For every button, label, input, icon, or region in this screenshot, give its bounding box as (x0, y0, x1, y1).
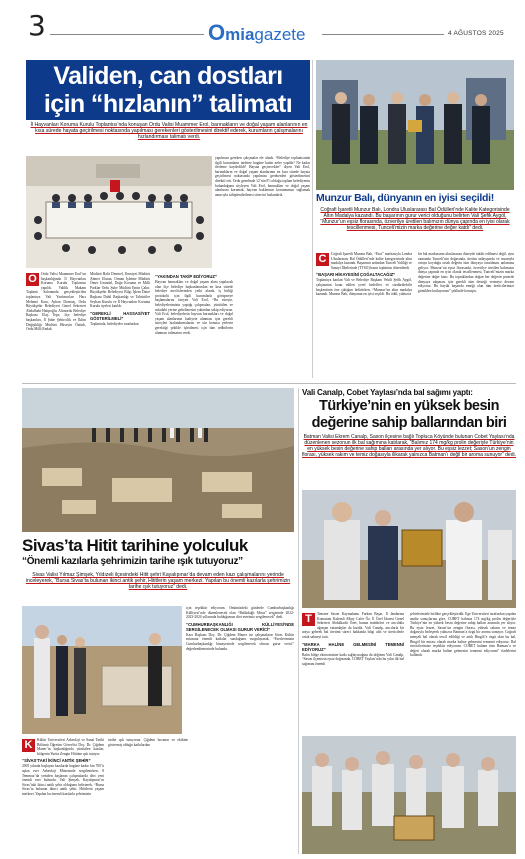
story2-col1: C Coğrafi İşaretli Munzur Balı, “Esor” markasıyla Londra Uluslararası Bal Ödülleri’nde kalite kategorisinde altın madalya kazandı. Başarının ardından Tunceli Valiliği ve Sanayi İlkelerinde (TTSO) basın toplantısı düzenlendi. “BAŞARI HİKAYESİNİ ÇOĞALTACAĞIZ” Toplantıya katılan Vali ve Belediye Başkanı Vekili Şefik Aygöl, çalışmanın konu edilen yerel hedefleri ve sürdürülebilir başkentinin öne çıktığını belirtirken, “Munzur’un altın madalya kazandı. Munzur Balı, dünyanın en iyisi seçildi. Bu ödül, yalnızca (316, 252, 412, 297)
story1-subhead2: “YAKINDAN TAKİP EDİYORUZ” (155, 274, 218, 279)
story2-col2: bir bal markasının uluslararası düzeyde takdir edilmesi değil, aynı zamanda Tunceli’nin doğasında, üretim anlayışında ve insanıyla ortaya koyduğu ortak değerin tüm dünyaya tanıtılması anlamına geliyor. Munzur’un eşsiz florasında, özverilye üretilen balımızın dünya çapında en iyisi olarak tescillenmesi, Tunceli’mizin marka değerine değer kattı. Bu topraklardan doğan her değerin şenerde dünyaya ulaşması için gerekli tüm desteği vermeye devam ediyoruz. Bu büyük başarıda emeği olan tüm üreticilerimizi gönülden kutluyorum” şeklinde konuştu. (418, 252, 514, 293)
brand-logo (208, 20, 306, 45)
horizontal-divider (22, 383, 516, 384)
page-number: 3 (28, 9, 46, 42)
story1-title-line1: Validen, can dostları (53, 62, 283, 90)
story3-subhead1: “SİVAS’TAKİ İKİNCİ ANTİK ŞEHİR” (22, 758, 91, 764)
story1-deck: İl Hayvanları Koruma Kurulu Toplantısı’nda konuşan Ordu Valisi Muammer Erol, barınakların ve doğal yaşam alanlarının en kısa sürede hayata geçirilmesi noktasında yapılması gerekenleri gösterilmesini direktif ederek, kurumların çalışmalarını hızlandırması talimatı verdi. (30, 122, 308, 141)
column-divider-lower (298, 388, 299, 854)
story3-title: Sivas’ta Hitit tarihine yolculuk (22, 536, 248, 555)
story4-deck: Batman Valisi Ekrem Canalp, Sason ilçesine bağlı Topluca Köyünde bulunan Cobet Yaylası’nda düzenlenen sezonun ilk bal sağımına katılarak, “Balımız 174 mg/kg prolin değeriyle Türkiye’nin en yüksek besin değerine sahip balları arasında yer alıyor. Bu eşsiz lezzet; Sason’un zengin florası, yüksek rakım ve temiz doğasıyla ilikarak yalnızca Batman’ı değil bir aroma sunuyor” dedi. (302, 434, 516, 458)
story1-col2: Müdürü Halit Demirel, Emniyet Müdürü Ahmet Ulutan, Orman İşletme Müdürü Ömer Uzundal, Doğa Koruma ve Milli Parklar Ordu Şube Müdürü Emin Çakır, Büyükşehir Belediyesi Bilgi İşlem Daire Başkanı Dahil Başkanlığı ve Tahrirtiler Seyhan Kurulu ve İl Hayvanları Koruma Kurulu üyeleri katıldı. “GEREKLİ HASSASİYET GÖSTERİLMELİ” Toplantıda, belediyeler tarafından (90, 272, 150, 326)
honey-harvest-illustration (302, 490, 516, 608)
story4-col2: şehirlerimizle birlikte gerçekleştirdik. Ege Üniversitesi tarafından yapılan analiz sonuçlarına göre, COBET balımız 174 mg/kg prolin değeriyle Türkiye’nin en yüksek besin değerine sahip balları arasında yer alıyor. Bu eşsiz lezzet, Sason’un zengin florası, yüksek rakımı ve temiz doğasıyla birleşerek yalnızca Batman’a özgü bir aroma sunuyor. Coğrafi menşeli bal olarak tescil edildiği ve artık Bingöl’e özgü olan bu bal, Bingöl bir mirası olarak marka haline gelmesini temenni ediyoruz. Bal üreticilerimize teşekkür ediyorum. COBET balının tüm Batman’a ve değeri olarak marka haline gelmesini temenni ediyorum” ifadelerini kullandı. (410, 612, 516, 658)
officials-at-site-illustration (22, 606, 182, 734)
story2-title: Munzur Balı, dünyanın en iyisi seçildi! (316, 192, 494, 204)
story1-banner (26, 60, 310, 120)
story1-col3: yapılması gereken çalışmalar ele alındı. “Belediye toplantısında ilgili kurumların tarihine bugüne kadar neler yapıldı? Ne kadar ilerleme kaydedildi? Hayata geçirecekler” diyen Vali Erol, barınakların ve doğal yaşam alanlarının en kısa sürede hayata geçirilmesi noktasında yapılması gerekenleri gösterilmesini direktif etti. Ordu genelinde 12’nin 8’i olduğu toplam belediyenin bulunduğunu söyleyen Vali Erol, barınakları ve doğal yaşam alanlarını korumak, hayvan haklarının korunmasını sağlamak amacıyla sahiplendirilmesi sürecini hızlandırdı. (215, 156, 310, 197)
story4-beekeepers-photo (302, 736, 516, 854)
header-rule-right (322, 34, 444, 35)
page-header (0, 0, 525, 52)
excavation-site-illustration (22, 388, 294, 532)
story1-col1: O Ordu Valisi Muammer Erol’un başkanlığında İl Hayvanları Koruma Kurulu Toplantısı yapıldı. Valilik Makam Toplantı Salonunda gerçekleştirilen toplantıya Vali Yardımcıları Hacı Mehmet Kara, Ayhan Durmuş, Ordu Büyükşehir Belediyesi Genel Sekreteri Abdulbaki Hatipoğlu, Altınordu Belediye Başkanı Ulaş Tepe, ilçe belediye başkanları, İl Şube Şehircilik ve İklim Değişikliği Müdürü Hüseyin Öztürk, Ordu Milli Emlak (26, 272, 86, 332)
story4-kicker: Vali Canalp, Cobet Yaylası’nda bal sağımı yaptı: (302, 388, 473, 397)
story4-title-line2: değerine sahip ballarından biri (311, 415, 507, 431)
award-group-illustration (316, 60, 514, 190)
story3-col2: tarihe ışık tutuyoruz. Çiğdem hocanın ve ekibine göstermiş olduğu katkılardan (108, 738, 188, 747)
story2-deck: Coğrafi İşaretli Munzur Balı, Londra Uluslararası Bal Ödülleri’nde Kalite Kategorisinde Altın Madalya kazandı. Bu başarının gurur verici olduğunu belirten Vali Şefik Aygöl, “Munzur’un eşsiz florasında, özverilye üretilen balımızın dünya çapında en iyisi olarak tescillenmesi, Tunceli’mizin marka değerine değer katdı” dedi. (320, 207, 510, 231)
story2-award-photo (316, 60, 514, 190)
beekeepers-illustration (302, 736, 516, 854)
header-rule-left (50, 34, 204, 35)
story3-officials-photo (22, 606, 182, 734)
brand-logo-mia: mia (225, 25, 255, 44)
story2-subhead1: “BAŞARI HİKAYESİNİ ÇOĞALTACAĞIZ” (316, 272, 396, 278)
story4-col1: T Temane Sason Kaymakamı Furkan Başar, İl Jandarma Komutanı Kıdemli Albay Cafer Öz, İl Özel İdaresi Genel Sekreteri Abdulkadir Özer, bunun müdürleri ve arıcılıkla uğraşan vatandaşlar da katıldı. Vali Canalp, arıcılarla bir araya gelerek bal üretimi süreci hakkında bilgi aldı ve üreticilerle ortak sahneyi tattı. “MARKA HALİNE GELMESİNİ TEMENNİ EDİYORUZ” Balın bölge ekonomisine katkı sağlayacağına da değinen Vali Canalp, “Sason ilçemizin eşsiz doğasında, COBET Yaylası’nda bu yılın ilk bal sağımını önemli (302, 612, 404, 666)
story3-subtitle: “Önemli kazılarla şehrimizin tarihe ışık tutuyoruz” (22, 556, 243, 567)
story3-subhead2: “CUMHURBAŞKANLIĞI KÜLLİYESİ’NDE SERGİLENECEK OLMASI GURUR VERİCİ” (186, 621, 294, 632)
story3-dropcap: K (22, 739, 35, 752)
brand-logo-o: O (208, 20, 226, 45)
issue-date: 4 AĞUSTOS 2025 (448, 30, 504, 37)
column-divider (312, 60, 313, 378)
story2-dropcap: C (316, 253, 329, 266)
story3-col3: için teşekkür ediyorum. Önümüzdeki günlerde Cumhurbaşkanlığı Külliyesi’nde düzenlenecek olan “Balıkdağlı Miras” sergisinde 2022-2023-2024 yıllarında bulduğumuz dört eserimiz sergilenecek” dedi. “CUMHURBAŞKANLIĞI KÜLLİYESİ’NDE SERGİLENECEK OLMASI GURUR VERİCİ” Kazı Başkanı Doç. Dr. Çiğdem Maner ise çalışmaların Sivas Kültür mirasına önemli katkılar sunduğunu vurgulayarak, “Eserlerimizin Cumhurbaşkanlığı himayesinde sergilenecek olması gurur verici” değerlendirmesinde bulundu. (186, 606, 294, 651)
story3-col1: K Kültür Üniversitesi Arkeoloji ve Sanat Tarihi Bölümü Öğretim Görevlisi Doç. Dr. Çiğdem Maner’in başkanlığında yürütülen kazılar, bölgenin Yurtta Zengin Hititine ışık tutuyor. “SİVAS’TAKİ İKİNCİ ANTİK ŞEHİR” 2005 yılında başlayan kazılarda bugüne kadar bin 700’ü aşkın eser Arkeoloji Müzesinde sergilenirken, 8 Temmuz’da yeniden başlanan çalışmalarda dört yeni önemli eser bulundu. Vali Şimşek, Kayalıpınar’ın Sivas’taki ikinci antik şehir olduğunu belirterek, “Bursa Sivas’ta bulunan ikinci antik şehir. Hititlerin yaşam merkezi. Yapılan bu önemli kazılarla şehrimizin (22, 738, 104, 796)
story3-deck: Sivas Valisi Yılmaz Şimşek, Yıldızeli ilçesindeki Hitit şehri Kayalıpınar’da devam eden kazı çalışmalarını yerinde inceleyerek, “Bursa Sivas’ta bulunan ikinci antik şehir, Hititlerin yaşam merkezi. Yapılan bu önemli kazılarla şehrimizin tarihe ışık tutuyoruz” dedi. (25, 572, 291, 591)
meeting-room-illustration (26, 156, 212, 268)
story1-col4: “YAKINDAN TAKİP EDİYORUZ” Hayvan barınakları ve doğal yaşam alanı yapılacak olan ilçe belediye başkanlarından en kısa sürede belediye meclislerinden yetki alarak, iş birliği protokolü için ilgili kurumlarla görüşmeye başlamalarını isteyen Vali Erol, “Bu süreçte, belediyelerimizin yaptığı çalışmaları, yürütülen ve askıdaki yerine getirilmesini yakından takip ediyoruz. Vali Erol, belediyelerin hayvan barınakları ve doğal yaşam alanlarının faaliyete alınması için gerekli süreçleri hızlandırmalarını ve söz konusu yerlerin gerektiği şekilde işletilmesi için tüm tedbirlerin alınması talimatını verdi. (155, 274, 233, 335)
story4-title-line1: Türkiye’nin en yüksek besin (319, 398, 499, 414)
story1-subhead1: “GEREKLİ HASSASİYET GÖSTERİLMELİ” (90, 310, 150, 321)
story4-dropcap: T (302, 613, 315, 626)
story1-title-line2: için “hızlanın” talimatı (43, 90, 293, 118)
story1-dropcap: O (26, 273, 39, 286)
story3-excavation-photo (22, 388, 294, 532)
story1-meeting-photo (26, 156, 212, 268)
story4-honey-photo (302, 490, 516, 608)
story4-subhead1: “MARKA HALİNE GELMESİNİ TEMENNİ EDİYORUZ” (302, 641, 404, 652)
brand-logo-gazete: gazete (254, 25, 306, 44)
